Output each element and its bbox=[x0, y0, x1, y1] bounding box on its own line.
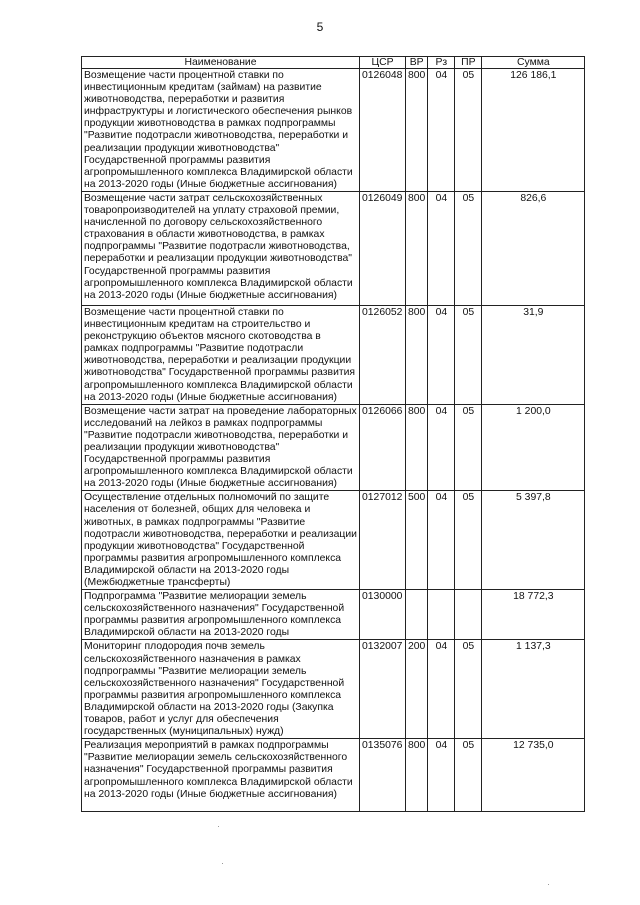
row-pr bbox=[455, 590, 482, 640]
row-sum: 1 137,3 bbox=[482, 640, 585, 739]
scan-speck bbox=[218, 826, 219, 827]
row-name: Осуществление отдельных полномочий по защите населения от болезней, общих для человека и животных, в рамках подпрограммы "Развитие подотрасли животноводства, переработки и реализации продукции животноводства" Государственной программы развития агропромышленного комплекса Владимирской области на 2013-2020 годы (Межбюджетные трансферты) bbox=[82, 491, 360, 590]
header-name: Наименование bbox=[82, 57, 360, 69]
scan-speck bbox=[222, 863, 223, 864]
header-vr: ВР bbox=[406, 57, 428, 69]
row-pr: 05 bbox=[455, 640, 482, 739]
header-sum: Сумма bbox=[482, 57, 585, 69]
budget-table bbox=[81, 56, 585, 812]
row-pr: 05 bbox=[455, 305, 482, 404]
row-csr: 0126052 bbox=[360, 305, 406, 404]
row-vr: 500 bbox=[406, 491, 428, 590]
row-sum: 18 772,3 bbox=[482, 590, 585, 640]
row-vr: 800 bbox=[406, 404, 428, 491]
row-rz: 04 bbox=[428, 491, 455, 590]
row-rz: 04 bbox=[428, 69, 455, 192]
row-name: Возмещение части затрат сельскохозяйственных товаропроизводителей на уплату страховой премии, начисленной по договору сельскохозяйственного страхования в области животноводства, в рамках подпрограммы "Развитие подотрасли животноводства, переработки и реализации продукции животноводства" Государственной программы развития агропромышленного комплекса Владимирской области на 2013-2020 годы (Иные бюджетные ассигнования) bbox=[82, 191, 360, 305]
row-csr: 0127012 bbox=[360, 491, 406, 590]
row-rz: 04 bbox=[428, 305, 455, 404]
row-name: Возмещение части затрат на проведение лабораторных исследований на лейкоз в рамках подпрограммы "Развитие подотрасли животноводства, переработки и реализации продукции животноводства" Государственной программы развития агропромышленного комплекса Владимирской области на 2013-2020 годы (Иные бюджетные ассигнования) bbox=[82, 404, 360, 491]
row-csr: 0126066 bbox=[360, 404, 406, 491]
row-rz: 04 bbox=[428, 739, 455, 812]
row-csr: 0126049 bbox=[360, 191, 406, 305]
row-csr: 0135076 bbox=[360, 739, 406, 812]
table-row bbox=[82, 590, 585, 640]
table-row bbox=[82, 640, 585, 739]
row-name: Подпрограмма "Развитие мелиорации земель сельскохозяйственного назначения" Государственной программы развития агропромышленного комплекса Владимирской области на 2013-2020 годы bbox=[82, 590, 360, 640]
row-pr: 05 bbox=[455, 69, 482, 192]
row-rz: 04 bbox=[428, 404, 455, 491]
row-sum: 5 397,8 bbox=[482, 491, 585, 590]
row-csr: 0132007 bbox=[360, 640, 406, 739]
row-pr: 05 bbox=[455, 191, 482, 305]
header-csr: ЦСР bbox=[360, 57, 406, 69]
table-header-row bbox=[82, 57, 585, 69]
row-rz: 04 bbox=[428, 640, 455, 739]
row-csr: 0130000 bbox=[360, 590, 406, 640]
row-pr: 05 bbox=[455, 739, 482, 812]
scan-speck bbox=[548, 884, 549, 885]
table-row bbox=[82, 191, 585, 305]
row-name: Реализация мероприятий в рамках подпрограммы "Развитие мелиорации земель сельскохозяйственного назначения" Государственной программы развития агропромышленного комплекса Владимирской области на 2013-2020 годы (Иные бюджетные ассигнования) bbox=[82, 739, 360, 812]
row-rz: 04 bbox=[428, 191, 455, 305]
page-number: 5 bbox=[316, 20, 324, 34]
row-vr: 800 bbox=[406, 739, 428, 812]
header-rz: Рз bbox=[428, 57, 455, 69]
row-vr: 200 bbox=[406, 640, 428, 739]
table-row bbox=[82, 69, 585, 192]
table-row bbox=[82, 305, 585, 404]
row-name: Мониторинг плодородия почв земель сельскохозяйственного назначения в рамках подпрограммы "Развитие мелиорации земель сельскохозяйственного назначения" Государственной программы развития агропромышленного комплекса Владимирской области на 2013-2020 годы (Закупка товаров, работ и услуг для обеспечения государственных (муниципальных) нужд) bbox=[82, 640, 360, 739]
row-sum: 31,9 bbox=[482, 305, 585, 404]
row-pr: 05 bbox=[455, 491, 482, 590]
row-pr: 05 bbox=[455, 404, 482, 491]
row-rz bbox=[428, 590, 455, 640]
table-row bbox=[82, 739, 585, 812]
row-name: Возмещение части процентной ставки по инвестиционным кредитам (займам) на развитие животноводства, переработки и развития инфраструктуры и логистического обеспечения рынков продукции животноводства в рамках подпрограммы "Развитие подотрасли животноводства, переработки и реализации продукции животноводства" Государственной программы развития агропромышленного комплекса Владимирской области на 2013-2020 годы (Иные бюджетные ассигнования) bbox=[82, 69, 360, 192]
row-sum: 12 735,0 bbox=[482, 739, 585, 812]
row-name: Возмещение части процентной ставки по инвестиционным кредитам на строительство и реконструкцию объектов мясного скотоводства в рамках подпрограммы "Развитие подотрасли животноводства, переработки и реализации продукции животноводства" Государственной программы развития агропромышленного комплекса Владимирской области на 2013-2020 годы (Иные бюджетные ассигнования) bbox=[82, 305, 360, 404]
row-csr: 0126048 bbox=[360, 69, 406, 192]
row-vr: 800 bbox=[406, 191, 428, 305]
row-sum: 826,6 bbox=[482, 191, 585, 305]
row-vr: 800 bbox=[406, 305, 428, 404]
table-row bbox=[82, 404, 585, 491]
row-vr: 800 bbox=[406, 69, 428, 192]
row-sum: 126 186,1 bbox=[482, 69, 585, 192]
header-pr: ПР bbox=[455, 57, 482, 69]
row-sum: 1 200,0 bbox=[482, 404, 585, 491]
row-vr bbox=[406, 590, 428, 640]
table-row bbox=[82, 491, 585, 590]
